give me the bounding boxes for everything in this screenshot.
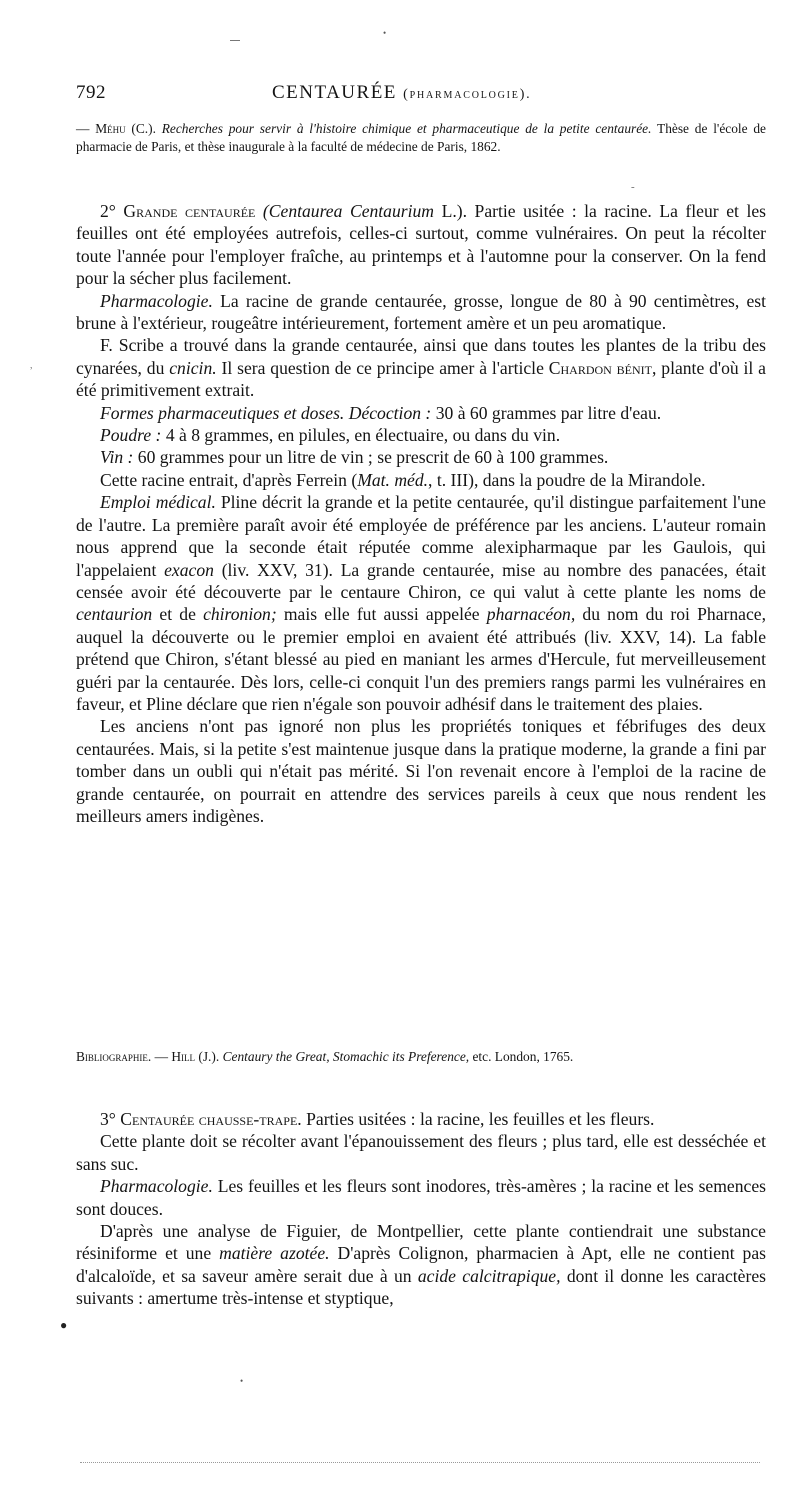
running-title-sub: (pharmacologie).	[403, 87, 532, 102]
paragraph-vin	[76, 446, 766, 468]
poudre-label: Poudre :	[100, 425, 162, 446]
recolte-text: Cette plante doit se récolter avant l'épanouissement des fleurs ; plus tard, elle est desséchée et sans suc.	[76, 1131, 766, 1174]
paragraph-emploi-medical	[76, 491, 766, 715]
section-chausse-trape	[76, 1108, 766, 1310]
figuier-text-b: D'après Colignon, pharmacien à Apt, elle ne contient pas d'alcaloïde, et sa saveur amère serait due à un	[76, 1243, 767, 1286]
section-heading: Grande centaurée	[123, 201, 256, 221]
usage-text: Partie usitée : la racine. La fleur et les feuilles ont été employées autrefois, celles-ci surtout, comme vulnéraires. On peut la récolter toute l'année pour l'employer fraîche, au printemps et à l'automne pour la conserver. On la fend pour la sécher plus facilement.	[76, 201, 766, 289]
paragraph-ferrein	[76, 469, 766, 491]
matiere-azotee-term: matière azotée.	[219, 1243, 330, 1264]
decoction-text: 30 à 60 grammes par litre d'eau.	[435, 402, 662, 423]
pharmacologie-label: Pharmacologie.	[100, 1176, 213, 1197]
formes-label: Formes pharmaceutiques et doses.	[100, 402, 345, 423]
ferrein-text-b: , t. III), dans la poudre de la Mirandole.	[428, 469, 706, 490]
scribe-text-b: Il sera question de ce principe amer à l'article	[221, 357, 544, 378]
running-head	[76, 82, 766, 106]
reference-title: Recherches pour servir à l'histoire chimique et pharmaceutique de la petite centaurée.	[161, 121, 652, 136]
paragraph-pharmacologie	[76, 1175, 766, 1220]
pharnaceon-term: pharnacéon,	[486, 604, 576, 625]
chironion-term: chironion;	[203, 604, 277, 625]
bibliographie-author: Hill (J.).	[171, 1049, 220, 1064]
bibliographie-title: Centaury the Great, Stomachic its Preference,	[222, 1049, 470, 1064]
footer-dotted-rule	[80, 1462, 760, 1463]
paragraph-figuier	[76, 1220, 766, 1310]
reference-mehu	[76, 120, 766, 156]
scribe-text-a: F. Scribe a trouvé dans la grande centaurée, ainsi que dans toutes les plantes de la tribu des cynarées, du	[76, 335, 766, 378]
running-title	[272, 82, 531, 104]
paragraph-recolte	[76, 1130, 766, 1175]
pharmacologie-label: Pharmacologie.	[100, 290, 213, 311]
emploi-text-e: du nom du roi Pharnace, auquel la découverte ou le premier emploi en avaient été attribués (liv. XXV, 14). La fable prétend que Chiron, s'étant blessé au pied en maniant les armes d'Hercule, fut merveilleusement guéri par la centaurée. Dès lors, celle-ci conquit l'un des premiers rangs parmi les vulnéraires en faveur, et Pline déclare que rien n'égale son pouvoir adhésif dans le traitement des plaies.	[76, 604, 766, 714]
section-heading: Centaurée chausse-trape.	[120, 1109, 302, 1129]
section-grande-centauree	[76, 200, 766, 827]
paragraph-formes	[76, 402, 766, 424]
paragraph-anciens	[76, 715, 766, 827]
centaurion-term: centaurion	[76, 604, 153, 625]
vin-text: 60 grammes pour un litre de vin ; se prescrit de 60 à 100 grammes.	[137, 447, 609, 468]
page-speck: •	[383, 28, 387, 38]
reference-author: Méhu (C.).	[95, 121, 156, 136]
chardon-benit-ref: Chardon bénit,	[548, 357, 657, 378]
latin-name: (Centaurea Centaurium	[262, 201, 435, 221]
emploi-text-a: Pline décrit la grande et la petite centaurée, qu'il distingue parfaitement l'une de l'autre. La première paraît avoir été employée de préférence par les anciens. L'auteur romain nous apprend que la seconde était réputée comme alexipharmaque par les Gaulois, qui l'appelaient	[76, 492, 766, 580]
section-number: 2°	[100, 201, 116, 221]
usage-text: Parties usitées : la racine, les feuilles et les fleurs.	[306, 1109, 655, 1129]
ferrein-citation: Mat. méd.	[357, 469, 429, 490]
figuier-text-a: D'après une analyse de Figuier, de Montpellier, cette plante contiendrait une substance résiniforme et une	[76, 1221, 766, 1264]
page-speck-bottom: •	[240, 1376, 244, 1386]
paragraph-grande-intro	[76, 200, 766, 290]
margin-speck-left: ,	[30, 360, 33, 371]
vin-label: Vin :	[100, 447, 134, 468]
paragraph-pharmacologie	[76, 290, 766, 335]
margin-mark: -	[631, 181, 635, 193]
ferrein-text-a: Cette racine entrait, d'après Ferrein (	[100, 469, 358, 490]
paragraph-scribe	[76, 334, 766, 401]
figuier-text-c: dont il donne les caractères suivants : amertume très-intense et styptique,	[76, 1265, 766, 1309]
cnicin-term: cnicin.	[169, 357, 217, 378]
page-speck-dash	[230, 40, 240, 41]
latin-author: L.).	[441, 201, 467, 221]
paragraph-chausse-intro	[76, 1108, 766, 1130]
reference-dash: —	[76, 121, 96, 136]
page-number: 792	[76, 82, 106, 103]
reference-details: Thèse de l'école de pharmacie de Paris, et thèse inaugurale à la faculté de médecine de Paris, 1862.	[76, 121, 767, 154]
pharmacologie-text: Les feuilles et les fleurs sont inodores, très-amères ; la racine et les semences sont douces.	[76, 1176, 766, 1219]
anciens-text: Les anciens n'ont pas ignoré non plus les propriétés toniques et fébrifuges des deux centaurées. Mais, si la petite s'est maintenue jusque dans la pratique moderne, la grande a fini par tomber dans un oubli qui n'était pas mérité. Si l'on revenait encore à l'emploi de la racine de grande centaurée, on pourrait en attendre des services pareils à ceux que nous rendent les meilleurs amers indigènes.	[76, 716, 766, 826]
bibliographie-details: etc. London, 1765.	[472, 1049, 574, 1064]
section-number: 3°	[100, 1109, 116, 1129]
emploi-text-d: mais elle fut aussi appelée	[283, 604, 480, 625]
pharmacologie-text: La racine de grande centaurée, grosse, longue de 80 à 90 centimètres, est brune à l'extérieur, rougeâtre intérieurement, fortement amère et un peu aromatique.	[76, 290, 767, 334]
acide-calcitrapique-term: acide calcitrapique,	[417, 1265, 561, 1286]
emploi-text-b: (liv. XXV, 31). La grande centaurée, mise au nombre des panacées, était censée avoir été découverte par le centaure Chiron, ce qui valut à cette plante les noms de	[76, 559, 767, 602]
bibliographie	[76, 1048, 766, 1066]
bibliographie-label: Bibliographie.	[76, 1049, 152, 1064]
margin-bullet: ●	[60, 1318, 68, 1332]
running-title-main: CENTAURÉE	[272, 82, 397, 103]
bibliographie-dash: —	[151, 1049, 172, 1064]
scribe-text-c: plante d'où il a été primitivement extrait.	[76, 357, 766, 401]
emploi-label: Emploi médical.	[100, 492, 216, 513]
poudre-text: 4 à 8 grammes, en pilules, en électuaire, ou dans du vin.	[165, 425, 561, 446]
emploi-text-c: et de	[159, 604, 196, 625]
paragraph-poudre	[76, 424, 766, 446]
exacon-term: exacon	[164, 559, 214, 580]
decoction-label: Décoction :	[348, 402, 432, 423]
